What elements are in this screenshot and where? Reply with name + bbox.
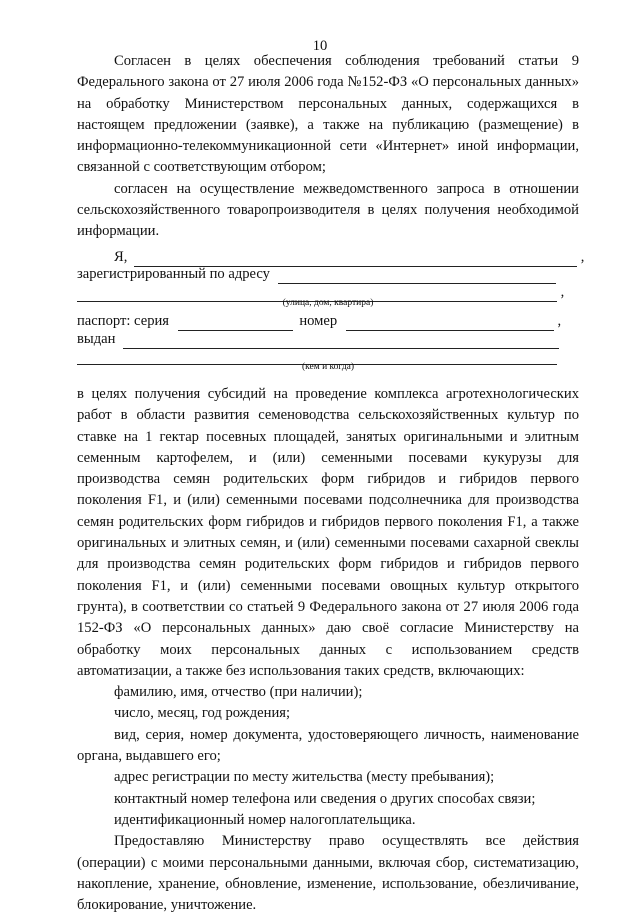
label-number: номер — [299, 313, 338, 329]
list-item: контактный номер телефона или сведения о других способах связи; — [114, 790, 536, 807]
consent-paragraph-interagency: согласен на осуществление межведомственного запроса в отношении сельскохозяйственного товаропроизводителя в целях получения необходимой информации. — [77, 180, 579, 240]
page-number: 10 — [312, 38, 328, 54]
label-passport-series: паспорт: серия — [77, 313, 170, 329]
label-registered-address: зарегистрированный по адресу — [77, 266, 270, 282]
field-row-passport — [77, 311, 579, 331]
list-item: фамилию, имя, отчество (при наличии); — [114, 684, 363, 701]
consent-paragraph-publication: Согласен в целях обеспечения соблюдения требований статьи 9 Федерального закона от 27 июля 2006 года №152-ФЗ «О персональных данных» на обработку Министерством персональных данных, содержащихся в настоящем предложении (заявке), а также на публикацию (размещение) в информационно-телекоммуникационной сети «Интернет» иной информации, связанной с соответствующим отбором; — [77, 53, 579, 176]
consent-paragraph-rights: Предоставляю Министерству право осуществлять все действия (операции) с моими персональными данными, включая сбор, систематизацию, накопление, хранение, обновление, изменение, использование, обезличивание, блокирование, уничтожение. — [77, 833, 579, 914]
list-item: вид, серия, номер документа, удостоверяющего личность, наименование органа, выдавшего его; — [77, 726, 579, 765]
label-issued: выдан — [77, 331, 116, 347]
comma: , — [557, 313, 562, 329]
address-caption: (улица, дом, квартира) — [282, 298, 374, 308]
field-row-address — [77, 264, 579, 284]
list-item: адрес регистрации по месту жительства (месту пребывания); — [114, 769, 495, 786]
comma: , — [580, 249, 585, 265]
consent-block-top — [77, 51, 579, 243]
consent-paragraph-subsidies: в целях получения субсидий на проведение комплекса агротехнологических работ в области развития семеноводства сельскохозяйственных культур по ставке на 1 гектар посевных площадей, занятых оригинальными и элитным семенным картофелем, и (или) семенными посевами кукурузы для производства семян родительских форм гибридов и гибридов первого поколения F1, и (или) семенными посевами подсолнечника для производства семян родительских форм гибридов и гибридов первого поколения F1, а также оригинальных и элитных семян, и (или) семенными посевами сахарной свеклы для производства семян родительских форм гибридов и гибридов первого поколения F1, и (или) семенными посевами овощных культур открытого грунта), в соответствии со статьей 9 Федерального закона от 27 июля 2006 года 152-ФЗ «О персональных данных» даю своё согласие Министерству на обработку моих персональных данных с использованием средств автоматизации, а также без использования таких средств, включающих: — [77, 386, 579, 679]
label-ya: Я, — [114, 249, 128, 265]
issued-caption: (кем и когда) — [301, 362, 355, 372]
list-item: идентификационный номер налогоплательщика. — [114, 811, 416, 828]
comma: , — [560, 284, 565, 300]
consent-block-main — [77, 384, 579, 916]
list-item: число, месяц, год рождения; — [114, 705, 291, 722]
